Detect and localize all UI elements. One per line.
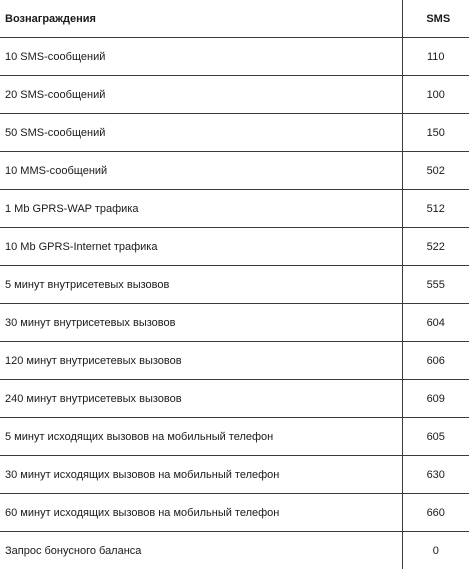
table-row — [0, 532, 469, 569]
reward-name: 120 минут внутрисетевых вызовов — [0, 342, 402, 380]
table-header-row — [0, 0, 469, 38]
sms-code: 110 — [402, 38, 469, 76]
sms-code: 630 — [402, 456, 469, 494]
table-row — [0, 456, 469, 494]
reward-name: 50 SMS-сообщений — [0, 114, 402, 152]
sms-code: 502 — [402, 152, 469, 190]
table-row — [0, 494, 469, 532]
reward-name: 30 минут внутрисетевых вызовов — [0, 304, 402, 342]
header-sms: SMS — [402, 0, 469, 38]
sms-code: 150 — [402, 114, 469, 152]
reward-name: 20 SMS-сообщений — [0, 76, 402, 114]
reward-name: Запрос бонусного баланса — [0, 532, 402, 569]
reward-name: 30 минут исходящих вызовов на мобильный телефон — [0, 456, 402, 494]
table-row — [0, 228, 469, 266]
sms-code: 522 — [402, 228, 469, 266]
sms-code: 606 — [402, 342, 469, 380]
table-row — [0, 380, 469, 418]
table-row — [0, 76, 469, 114]
reward-name: 10 Mb GPRS-Internet трафика — [0, 228, 402, 266]
sms-code: 605 — [402, 418, 469, 456]
table-row — [0, 266, 469, 304]
table-row — [0, 342, 469, 380]
table-row — [0, 114, 469, 152]
table-row — [0, 38, 469, 76]
table-row — [0, 152, 469, 190]
table-row — [0, 418, 469, 456]
sms-code: 555 — [402, 266, 469, 304]
reward-name: 240 минут внутрисетевых вызовов — [0, 380, 402, 418]
reward-name: 10 SMS-сообщений — [0, 38, 402, 76]
reward-name: 5 минут внутрисетевых вызовов — [0, 266, 402, 304]
header-rewards: Вознаграждения — [0, 0, 402, 38]
reward-name: 60 минут исходящих вызовов на мобильный телефон — [0, 494, 402, 532]
table-row — [0, 304, 469, 342]
reward-name: 5 минут исходящих вызовов на мобильный телефон — [0, 418, 402, 456]
sms-code: 512 — [402, 190, 469, 228]
sms-code: 0 — [402, 532, 469, 569]
table-row — [0, 190, 469, 228]
sms-code: 100 — [402, 76, 469, 114]
sms-code: 604 — [402, 304, 469, 342]
sms-code: 609 — [402, 380, 469, 418]
reward-name: 10 MMS-сообщений — [0, 152, 402, 190]
reward-name: 1 Mb GPRS-WAP трафика — [0, 190, 402, 228]
sms-code: 660 — [402, 494, 469, 532]
